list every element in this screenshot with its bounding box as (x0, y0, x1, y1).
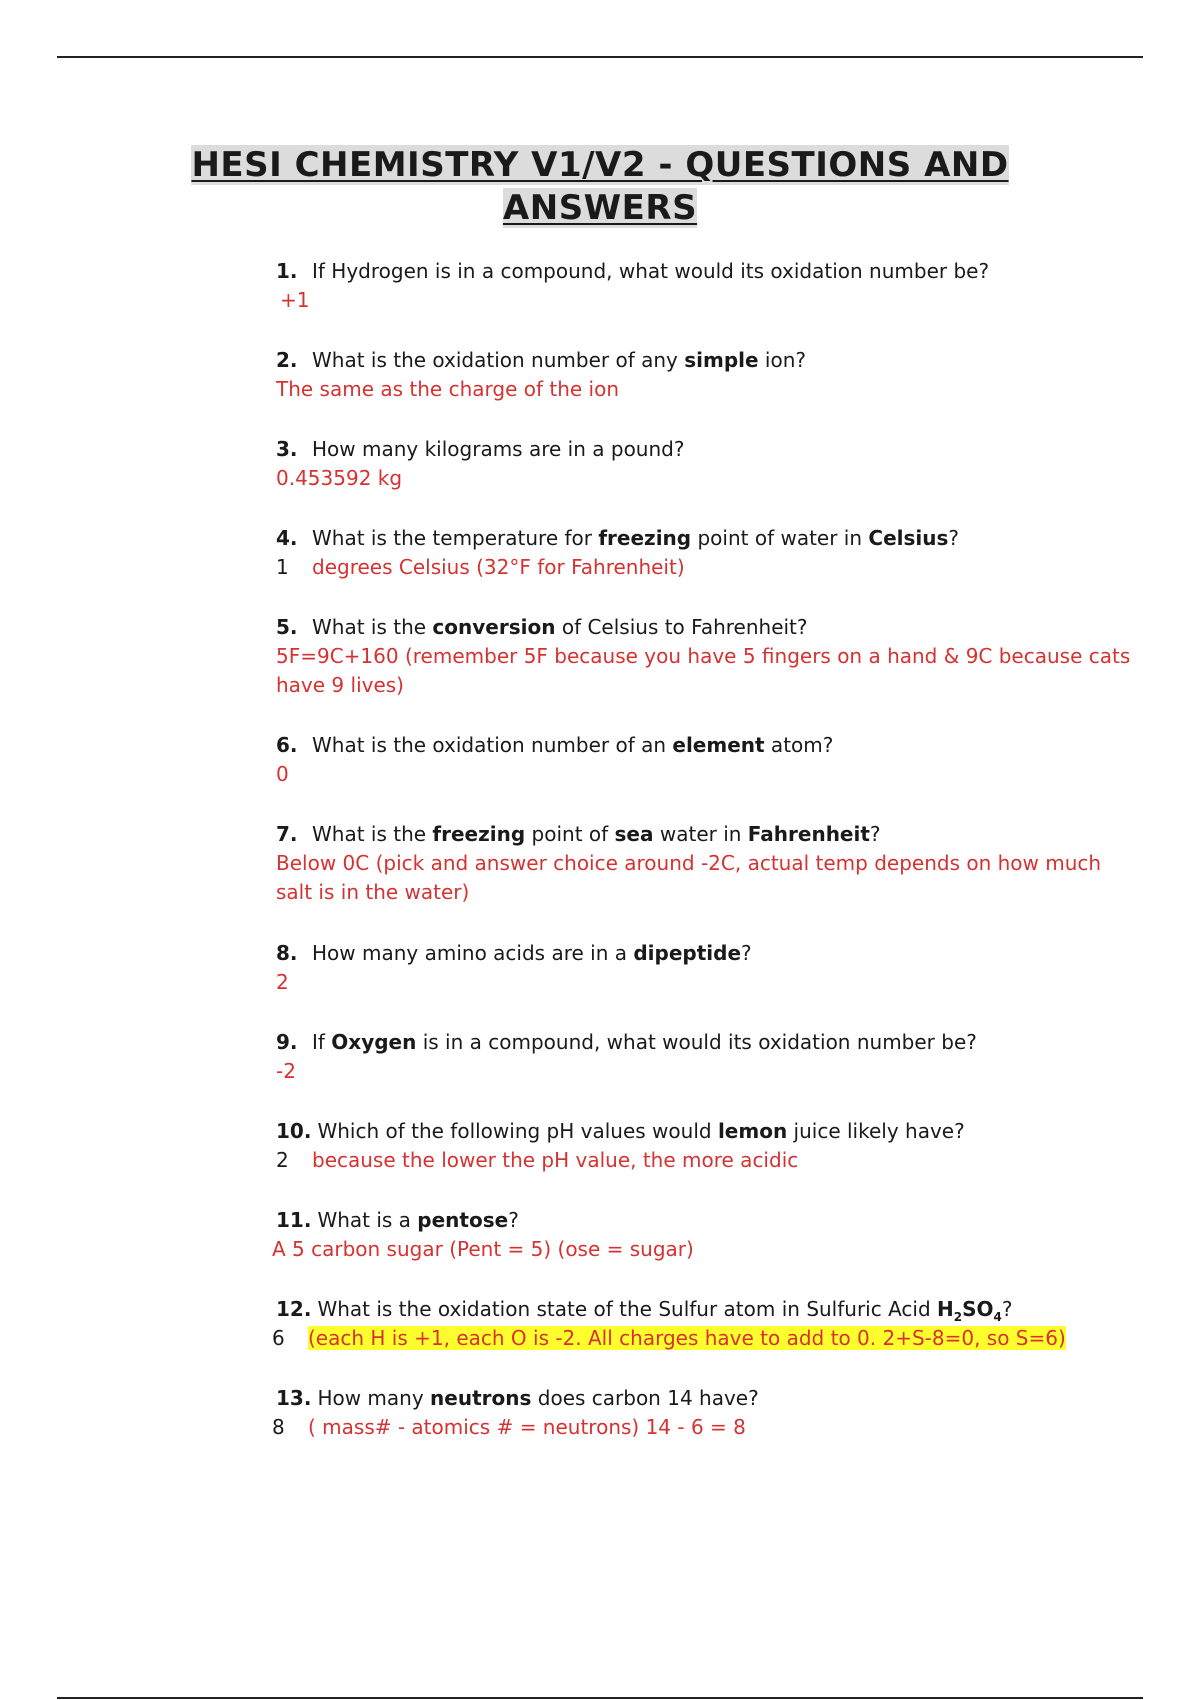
answer-8: 2 (276, 970, 289, 994)
qa-item-10 (276, 1117, 1106, 1175)
top-rule (57, 56, 1143, 58)
question-5: 5. What is the conversion of Celsius to Fahrenheit? (276, 615, 808, 639)
qa-item-9 (276, 1028, 1106, 1086)
question-3: 3. How many kilograms are in a pound? (276, 437, 685, 461)
question-4: 4. What is the temperature for freezing point of water in Celsius? (276, 526, 960, 550)
answer-11: A 5 carbon sugar (Pent = 5) (ose = sugar) (272, 1237, 694, 1261)
question-1: 1. If Hydrogen is in a compound, what would its oxidation number be? (276, 259, 990, 283)
highlighted-answer: (each H is +1, each O is -2. All charges have to add to 0. 2+S-8=0, so S=6) (308, 1326, 1066, 1350)
question-9: 9. If Oxygen is in a compound, what would its oxidation number be? (276, 1030, 977, 1054)
question-2: 2. What is the oxidation number of any simple ion? (276, 348, 807, 372)
qa-item-4 (276, 524, 1106, 582)
qa-item-1 (276, 257, 1106, 315)
question-8: 8. How many amino acids are in a dipeptide? (276, 941, 752, 965)
title-line-1: HESI CHEMISTRY V1/V2 - QUESTIONS AND (191, 145, 1009, 185)
bottom-rule (57, 1697, 1143, 1699)
qa-item-2 (276, 346, 1106, 404)
answer-1: +1 (280, 288, 310, 312)
answer-4: 1 degrees Celsius (32°F for Fahrenheit) (276, 555, 685, 579)
question-12: 12. What is the oxidation state of the Sulfur atom in Sulfuric Acid $H_2SO_4$? (276, 1297, 1013, 1324)
qa-item-11 (272, 1206, 1106, 1264)
answer-12: 6 (each H is +1, each O is -2. All charges have to add to 0. 2+S-8=0, so S=6) (272, 1326, 1066, 1350)
qa-item-12 (272, 1295, 1106, 1353)
qa-item-13 (272, 1384, 1106, 1442)
answer-13: 8 ( mass# - atomics # = neutrons) 14 - 6 = 8 (272, 1415, 746, 1439)
answer-6: 0 (276, 762, 289, 786)
answer-5: 5F=9C+160 (remember 5F because you have 5 fingers on a hand & 9C because cats have 9 lives) (276, 644, 1131, 697)
answer-10: 2 because the lower the pH value, the more acidic (276, 1148, 799, 1172)
answer-9: -2 (276, 1059, 296, 1083)
question-10: 10. Which of the following pH values would lemon juice likely have? (276, 1119, 965, 1143)
answer-7: Below 0C (pick and answer choice around -2C, actual temp depends on how much salt is in the water) (276, 851, 1102, 904)
question-13: 13. How many neutrons does carbon 14 have? (276, 1386, 759, 1410)
qa-item-3 (276, 435, 1106, 493)
page-title (0, 144, 1200, 230)
qa-item-6 (276, 731, 1106, 789)
answer-2: The same as the charge of the ion (276, 377, 620, 401)
question-11: 11. What is a pentose? (276, 1208, 519, 1232)
qa-item-5 (276, 613, 1131, 700)
answer-3: 0.453592 kg (276, 466, 403, 490)
title-line-2: ANSWERS (502, 188, 698, 228)
qa-item-7 (276, 820, 1106, 907)
qa-item-8 (276, 939, 1106, 997)
question-6: 6. What is the oxidation number of an element atom? (276, 733, 834, 757)
question-7: 7. What is the freezing point of sea water in Fahrenheit? (276, 822, 881, 846)
